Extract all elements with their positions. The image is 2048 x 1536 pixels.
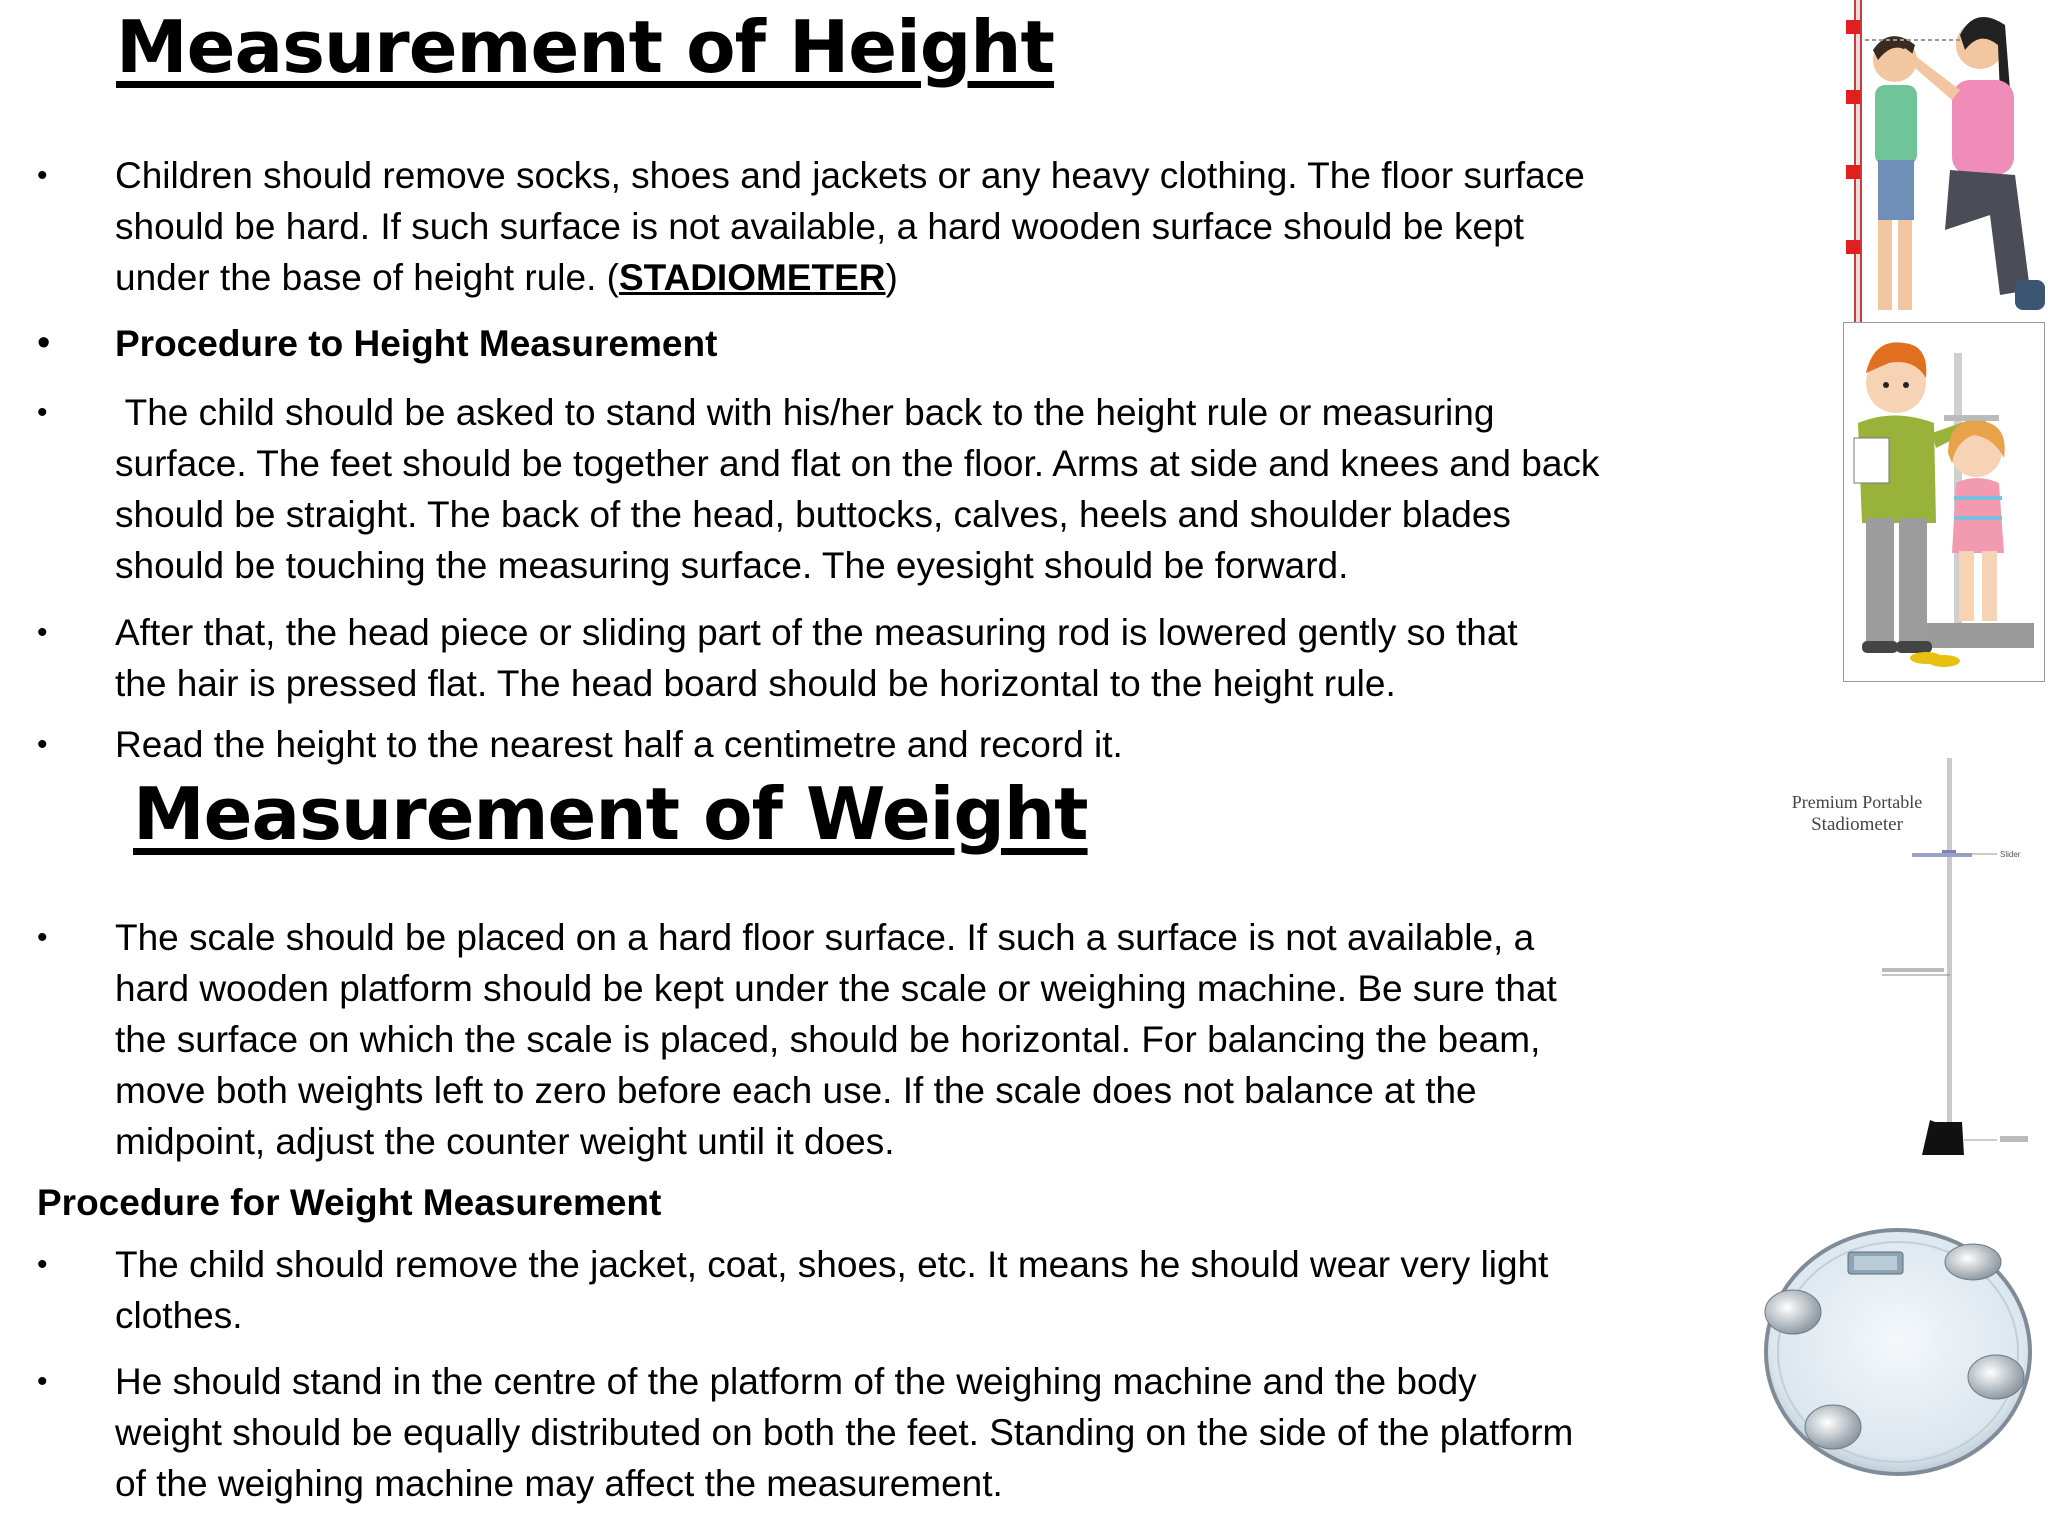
weight-procedure-heading: Procedure for Weight Measurement: [37, 1182, 662, 1223]
bullet-glyph: •: [37, 1248, 48, 1281]
height-intro-text: [115, 150, 1735, 303]
height-title: Measurement of Height: [116, 5, 1054, 89]
text-line: the surface on which the scale is placed, should be horizontal. For balancing the beam,: [115, 1019, 1541, 1060]
text-line: The scale should be placed on a hard floor surface. If such a surface is not available, a: [115, 917, 1535, 958]
text-line: He should stand in the centre of the platform of the weighing machine and the body: [115, 1361, 1477, 1402]
bullet-glyph: •: [37, 1365, 48, 1398]
height-procedure-heading: Procedure to Height Measurement: [115, 323, 718, 364]
height-measurement-illustration: [1840, 0, 2048, 323]
text-line: should be hard. If such surface is not available, a hard wooden surface should be kept: [115, 206, 1524, 247]
bullet-glyph: •: [37, 159, 48, 192]
text-line: move both weights left to zero before each use. If the scale does not balance at the: [115, 1070, 1477, 1111]
bullet-glyph: •: [37, 616, 48, 649]
weight-title: Measurement of Weight: [133, 772, 1088, 856]
text-span: under the base of height rule. (: [115, 257, 619, 298]
step-text: [115, 1356, 1735, 1509]
text-line: clothes.: [115, 1295, 243, 1336]
text-line: should be touching the measuring surface. The eyesight should be forward.: [115, 545, 1349, 586]
children-height-illustration: [1843, 322, 2045, 682]
text-line: Read the height to the nearest half a centimetre and record it.: [115, 724, 1123, 765]
weight-intro-text: [115, 912, 1735, 1167]
step-text: [115, 719, 1735, 770]
bullet-glyph: •: [37, 322, 51, 364]
svg-text:Slider: Slider: [2000, 850, 2021, 859]
text-line: [115, 252, 1735, 303]
weighing-scale-illustration: [1748, 1222, 2048, 1482]
stadiometer-illustration: [1782, 750, 2044, 1170]
step-text: [115, 1239, 1735, 1341]
text-line: hard wooden platform should be kept under the scale or weighing machine. Be sure that: [115, 968, 1557, 1009]
text-line: the hair is pressed flat. The head board should be horizontal to the height rule.: [115, 663, 1396, 704]
text-span: ): [885, 257, 898, 298]
stadiometer-caption: Premium Portable: [1791, 792, 1923, 812]
text-line: The child should be asked to stand with his/her back to the height rule or measuring: [115, 392, 1495, 433]
text-line: of the weighing machine may affect the measurement.: [115, 1463, 1003, 1504]
step-text: [115, 607, 1735, 709]
step-text: [115, 387, 1735, 591]
text-line: Children should remove socks, shoes and jackets or any heavy clothing. The floor surface: [115, 155, 1585, 196]
stadiometer-caption: Stadiometer: [1811, 814, 1903, 835]
text-line: weight should be equally distributed on both the feet. Standing on the side of the platform: [115, 1412, 1574, 1453]
bullet-glyph: •: [37, 396, 48, 429]
bullet-glyph: •: [37, 728, 48, 761]
text-line: midpoint, adjust the counter weight until it does.: [115, 1121, 895, 1162]
text-line: After that, the head piece or sliding part of the measuring rod is lowered gently so that: [115, 612, 1518, 653]
stadiometer-term: STADIOMETER: [618, 257, 886, 298]
text-line: should be straight. The back of the head, buttocks, calves, heels and shoulder blades: [115, 494, 1511, 535]
bullet-glyph: •: [37, 921, 48, 954]
text-line: The child should remove the jacket, coat, shoes, etc. It means he should wear very light: [115, 1244, 1549, 1285]
text-line: surface. The feet should be together and flat on the floor. Arms at side and knees and back: [115, 443, 1600, 484]
